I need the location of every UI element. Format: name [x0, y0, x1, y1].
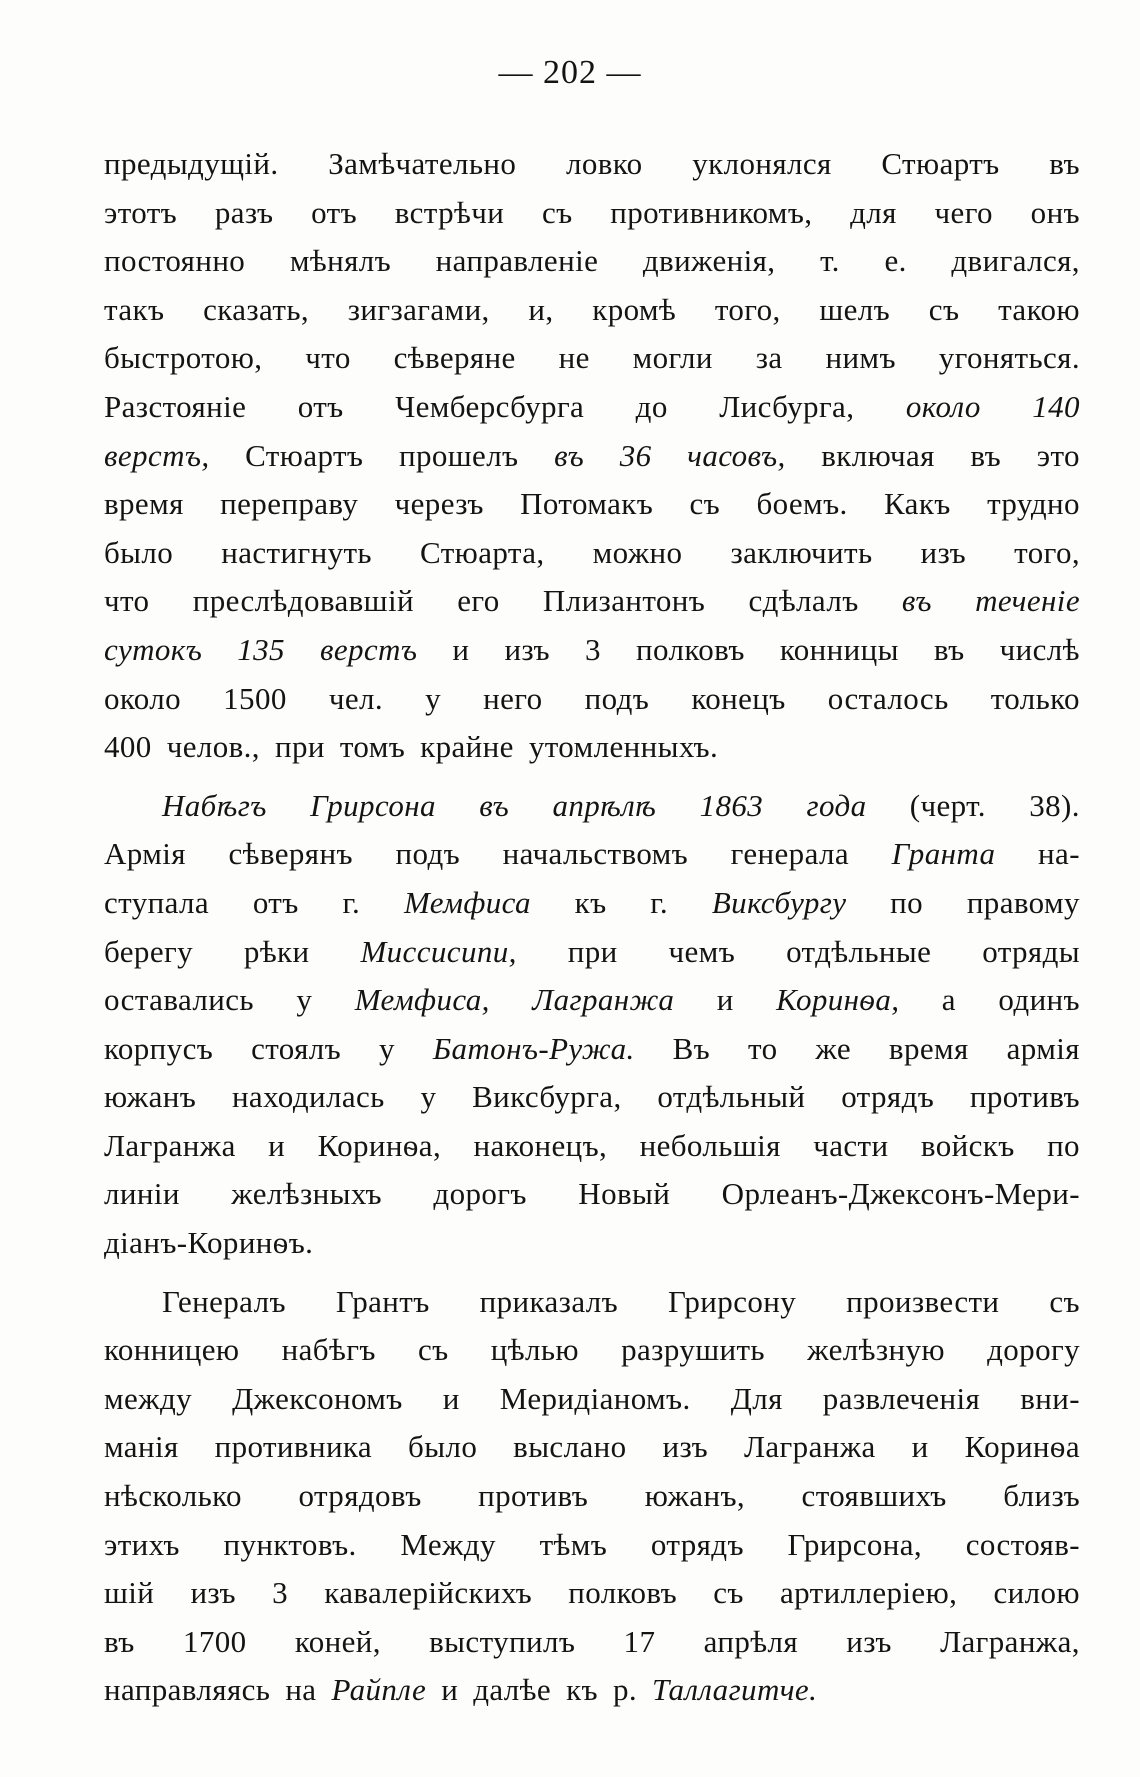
word: переправу: [220, 486, 359, 522]
text-line: [104, 928, 1080, 977]
word: двигался,: [951, 243, 1080, 279]
text-line: [104, 1326, 1080, 1375]
word: Грирсона,: [787, 1526, 923, 1562]
word: желѣзныхъ: [231, 1176, 382, 1212]
word: Орлеанъ-Джексонъ-Мери-: [721, 1176, 1080, 1212]
word: разрушить: [621, 1332, 765, 1368]
text-line: [104, 1219, 1080, 1268]
word: полковъ: [635, 631, 745, 667]
word: апрѣля: [703, 1623, 799, 1659]
word: его: [457, 583, 500, 619]
word: Генералъ: [162, 1283, 286, 1319]
word: онъ: [1030, 194, 1080, 230]
page-number: — 202 —: [498, 54, 642, 91]
word: цѣлью: [490, 1332, 579, 1368]
word: утомленныхъ.: [528, 729, 719, 765]
word: Новый: [578, 1176, 671, 1212]
word: и: [441, 1672, 459, 1708]
word: оставались: [104, 982, 254, 1018]
italic-word: Набѣгъ: [162, 787, 267, 823]
text-line: [104, 1278, 1080, 1327]
word: силою: [993, 1575, 1080, 1611]
italic-word: верстъ,: [104, 437, 210, 473]
word: для: [850, 194, 897, 230]
word: чего: [934, 194, 993, 230]
word: Между: [400, 1526, 496, 1562]
word: шій: [104, 1575, 155, 1611]
word: далѣе: [473, 1672, 552, 1708]
word: такъ: [104, 291, 165, 327]
word: только: [990, 680, 1080, 716]
word: желѣзную: [807, 1332, 945, 1368]
word: встрѣчи: [394, 194, 505, 230]
word: то: [748, 1030, 778, 1066]
word: чемъ: [668, 933, 736, 969]
word: съ: [1049, 1283, 1080, 1319]
text-line: [104, 383, 1080, 432]
text-line: [104, 140, 1080, 189]
paragraph-gap: [104, 1268, 1080, 1278]
word: черезъ: [394, 486, 484, 522]
word: Потомакъ: [520, 486, 654, 522]
word: при: [567, 933, 618, 969]
word: конницею: [104, 1332, 240, 1368]
text-line: [104, 1423, 1080, 1472]
word: настигнуть: [221, 534, 372, 570]
word: е.: [884, 243, 907, 279]
word: отрядъ: [841, 1079, 935, 1115]
word: близъ: [1003, 1478, 1080, 1514]
word: по: [890, 884, 924, 920]
word: съ: [417, 1332, 449, 1368]
word: него: [483, 680, 543, 716]
word: ступала: [104, 884, 210, 920]
word: на-: [1038, 836, 1080, 872]
text-line: [104, 723, 1080, 772]
word: Для: [730, 1380, 783, 1416]
word: небольшія: [639, 1127, 781, 1163]
word: армія: [1006, 1030, 1080, 1066]
word: было: [104, 534, 174, 570]
word: коней,: [294, 1623, 381, 1659]
text-line: [104, 189, 1080, 238]
word: г.: [650, 884, 669, 920]
word: изъ: [662, 1429, 709, 1465]
word: вни-: [1020, 1380, 1080, 1416]
text-line: [104, 432, 1080, 481]
text-line: [104, 976, 1080, 1025]
word: рѣки: [243, 933, 310, 969]
word: время: [888, 1030, 969, 1066]
word: 400: [104, 729, 152, 765]
word: къ: [566, 1672, 598, 1708]
word: могли: [632, 340, 713, 376]
word: Армія: [104, 836, 186, 872]
word: Стюартъ: [245, 437, 364, 473]
word: правому: [966, 884, 1080, 920]
word: 3: [272, 1575, 289, 1611]
word: у: [296, 982, 313, 1018]
text-line: [104, 1618, 1080, 1667]
italic-word: Мемфиса: [403, 884, 531, 920]
word: и,: [528, 291, 554, 327]
word: Стюартъ: [881, 146, 1000, 181]
word: этихъ: [104, 1526, 180, 1562]
word: сказать,: [203, 291, 310, 327]
word: отряды: [982, 933, 1080, 969]
word: у: [378, 1030, 395, 1066]
word: заключить: [730, 534, 873, 570]
text-line: [104, 1375, 1080, 1424]
word: до: [635, 388, 668, 424]
italic-word: теченіе: [975, 583, 1080, 619]
word: Плизантонъ: [542, 583, 706, 619]
word: отъ: [297, 388, 344, 424]
word: противника: [214, 1429, 373, 1465]
word: отъ: [252, 884, 299, 920]
word: 17: [623, 1623, 656, 1659]
italic-word: около: [905, 388, 981, 424]
word: артиллеріею,: [780, 1575, 958, 1611]
word: крайне: [420, 729, 514, 765]
word: предыдущій.: [104, 146, 279, 181]
word: войскъ: [920, 1127, 1015, 1163]
text-line: [104, 782, 1080, 831]
italic-word: 140: [1032, 388, 1080, 424]
word: на: [285, 1672, 317, 1708]
text-line: [104, 480, 1080, 529]
word: направленіе: [435, 243, 599, 279]
word: Чемберсбурга: [395, 388, 585, 424]
text-line: [104, 1521, 1080, 1570]
word: Грирсону: [668, 1283, 797, 1319]
word: конницы: [779, 631, 899, 667]
italic-word: въ: [901, 583, 932, 619]
italic-word: Миссисипи,: [360, 933, 517, 969]
italic-word: часовъ,: [687, 437, 786, 473]
word: въ: [933, 631, 965, 667]
word: состояв-: [965, 1526, 1080, 1562]
italic-word: 135: [237, 631, 285, 667]
text-line: [104, 675, 1080, 724]
word: съ: [541, 194, 573, 230]
word: постоянно: [104, 243, 246, 279]
italic-word: Виксбургу: [711, 884, 847, 920]
word: Грантъ: [335, 1283, 430, 1319]
word: этотъ: [104, 194, 178, 230]
text-line: [104, 529, 1080, 578]
word: стоялъ: [251, 1030, 342, 1066]
word: дорогъ: [433, 1176, 527, 1212]
word: движенія,: [642, 243, 776, 279]
word: осталось: [827, 680, 949, 716]
word: Въ: [672, 1030, 711, 1066]
word: въ: [1049, 146, 1080, 181]
word: боемъ.: [756, 486, 848, 522]
word: трудно: [987, 486, 1080, 522]
word: угоняться.: [938, 340, 1080, 376]
word: можно: [592, 534, 683, 570]
word: у: [425, 680, 442, 716]
word: съ: [713, 1575, 744, 1611]
word: и: [268, 1127, 286, 1163]
word: набѣгъ: [281, 1332, 376, 1368]
paragraph: [104, 140, 1080, 772]
word: числѣ: [999, 631, 1080, 667]
italic-word: Таллагитче.: [652, 1672, 818, 1708]
word: къ: [574, 884, 607, 920]
word: одинъ: [998, 982, 1080, 1018]
word: развлеченія: [822, 1380, 981, 1416]
word: между: [104, 1380, 193, 1416]
word: конецъ: [691, 680, 786, 716]
word: прошелъ: [398, 437, 519, 473]
text-line: [104, 879, 1080, 928]
word: выступилъ: [429, 1623, 576, 1659]
word: Виксбурга,: [472, 1079, 622, 1115]
word: Джексономъ: [232, 1380, 403, 1416]
word: томъ: [339, 729, 406, 765]
word: Лагранжа,: [940, 1623, 1080, 1659]
word: р.: [612, 1672, 638, 1708]
word: 1500: [223, 680, 287, 716]
word: 3: [585, 631, 601, 667]
word: при: [274, 729, 325, 765]
word: ловко: [565, 146, 643, 181]
word: зигзагами,: [347, 291, 490, 327]
paragraph: [104, 782, 1080, 1268]
word: и: [911, 1429, 929, 1465]
word: того,: [1014, 534, 1080, 570]
word: Лагранжа: [104, 1127, 236, 1163]
word: время: [104, 486, 184, 522]
word: діанъ-Коринѳъ.: [104, 1225, 314, 1261]
word: берегу: [104, 933, 193, 969]
word: выслано: [513, 1429, 627, 1465]
word: не: [558, 340, 590, 376]
word: что: [305, 340, 351, 376]
word: 1700: [182, 1623, 247, 1659]
word: стоявшихъ: [801, 1478, 947, 1514]
word: начальствомъ: [502, 836, 689, 872]
italic-word: года: [806, 787, 867, 823]
word: и: [716, 982, 734, 1018]
word: подъ: [584, 680, 650, 716]
word: корпусъ: [104, 1030, 214, 1066]
word: Лисбурга,: [719, 388, 855, 424]
text-line: [104, 1569, 1080, 1618]
word: того,: [714, 291, 781, 327]
text-line: [104, 1170, 1080, 1219]
text-line: [104, 237, 1080, 286]
italic-word: апрѣлѣ: [552, 787, 657, 823]
word: нимъ: [825, 340, 896, 376]
word: линіи: [104, 1176, 180, 1212]
text-line: [104, 626, 1080, 675]
text-line: [104, 1472, 1080, 1521]
word: около: [104, 680, 182, 716]
word: съ: [928, 291, 960, 327]
word: противъ: [478, 1478, 589, 1514]
word: произвести: [846, 1283, 1000, 1319]
word: 38).: [1029, 787, 1080, 823]
word: по: [1047, 1127, 1080, 1163]
word: Лагранжа: [743, 1429, 876, 1465]
word: чел.: [328, 680, 384, 716]
word: южанъ: [104, 1079, 197, 1115]
word: отрядовъ: [298, 1478, 422, 1514]
word: подъ: [395, 836, 461, 872]
word: южанъ,: [644, 1478, 746, 1514]
word: направляясь: [104, 1672, 271, 1708]
word: это: [1036, 437, 1080, 473]
word: изъ: [920, 534, 967, 570]
word: же: [815, 1030, 851, 1066]
italic-word: въ: [554, 437, 585, 473]
word: Замѣчательно: [328, 146, 517, 181]
text-line: [104, 1122, 1080, 1171]
word: что: [104, 583, 150, 619]
word: генерала: [730, 836, 850, 872]
italic-word: Лагранжа: [532, 982, 675, 1018]
word: мѣнялъ: [289, 243, 392, 279]
word: дорогу: [987, 1332, 1080, 1368]
word: отдѣльные: [786, 933, 932, 969]
italic-word: сутокъ: [104, 631, 203, 667]
italic-word: Райпле: [331, 1672, 427, 1708]
word: отрядъ: [650, 1526, 744, 1562]
paragraph-gap: [104, 772, 1080, 782]
word: въ: [970, 437, 1002, 473]
word: Разстояніе: [104, 388, 247, 424]
word: сѣверяне: [393, 340, 516, 376]
italic-word: Батонъ-Ружа.: [432, 1030, 635, 1066]
text-line: [104, 830, 1080, 879]
word: нѣсколько: [104, 1478, 242, 1514]
word: Стюарта,: [420, 534, 545, 570]
word: включая: [821, 437, 935, 473]
paragraph: [104, 1278, 1080, 1715]
word: челов.,: [166, 729, 260, 765]
word: и: [452, 631, 470, 667]
word: изъ: [846, 1623, 892, 1659]
word: т.: [820, 243, 840, 279]
word: шелъ: [819, 291, 891, 327]
word: сдѣлалъ: [748, 583, 859, 619]
word: Коринѳа: [964, 1429, 1080, 1465]
word: Какъ: [884, 486, 951, 522]
text-line: [104, 334, 1080, 383]
italic-word: Грирсона: [310, 787, 436, 823]
word: пунктовъ.: [223, 1526, 357, 1562]
word: тѣмъ: [539, 1526, 608, 1562]
word: части: [813, 1127, 889, 1163]
word: съ: [689, 486, 721, 522]
word: изъ: [190, 1575, 236, 1611]
italic-word: 36: [619, 437, 652, 473]
word: Коринѳа,: [317, 1127, 442, 1163]
italic-word: Мемфиса,: [354, 982, 490, 1018]
word: сѣверянъ: [228, 836, 353, 872]
italic-word: въ: [479, 787, 510, 823]
word: было: [408, 1429, 478, 1465]
word: противникомъ,: [610, 194, 813, 230]
word: (черт.: [909, 787, 986, 823]
word: въ: [104, 1623, 135, 1659]
word: а: [941, 982, 956, 1018]
word: такою: [998, 291, 1080, 327]
italic-word: Коринѳа,: [776, 982, 900, 1018]
word: отдѣльный: [657, 1079, 806, 1115]
word: полковъ: [568, 1575, 678, 1611]
text-line: [104, 1025, 1080, 1074]
word: преслѣдовавшій: [192, 583, 414, 619]
text-line: [104, 1073, 1080, 1122]
italic-word: верстъ: [319, 631, 418, 667]
word: г.: [342, 884, 361, 920]
word: изъ: [504, 631, 550, 667]
italic-word: 1863: [699, 787, 764, 823]
body-text: [104, 140, 1080, 1715]
word: Меридіаномъ.: [499, 1380, 691, 1416]
word: отъ: [311, 194, 358, 230]
italic-word: Гранта: [891, 836, 996, 872]
word: манія: [104, 1429, 179, 1465]
word: уклонялся: [692, 146, 832, 181]
word: кромѣ: [592, 291, 677, 327]
word: находилась: [231, 1079, 385, 1115]
text-line: [104, 1666, 1080, 1715]
word: и: [442, 1380, 460, 1416]
word: приказалъ: [479, 1283, 619, 1319]
word: наконецъ,: [473, 1127, 608, 1163]
text-line: [104, 286, 1080, 335]
text-line: [104, 577, 1080, 626]
word: кавалерійскихъ: [324, 1575, 533, 1611]
word: противъ: [969, 1079, 1080, 1115]
word: разъ: [214, 194, 274, 230]
word: у: [420, 1079, 437, 1115]
word: за: [755, 340, 783, 376]
word: быстротою,: [104, 340, 263, 376]
